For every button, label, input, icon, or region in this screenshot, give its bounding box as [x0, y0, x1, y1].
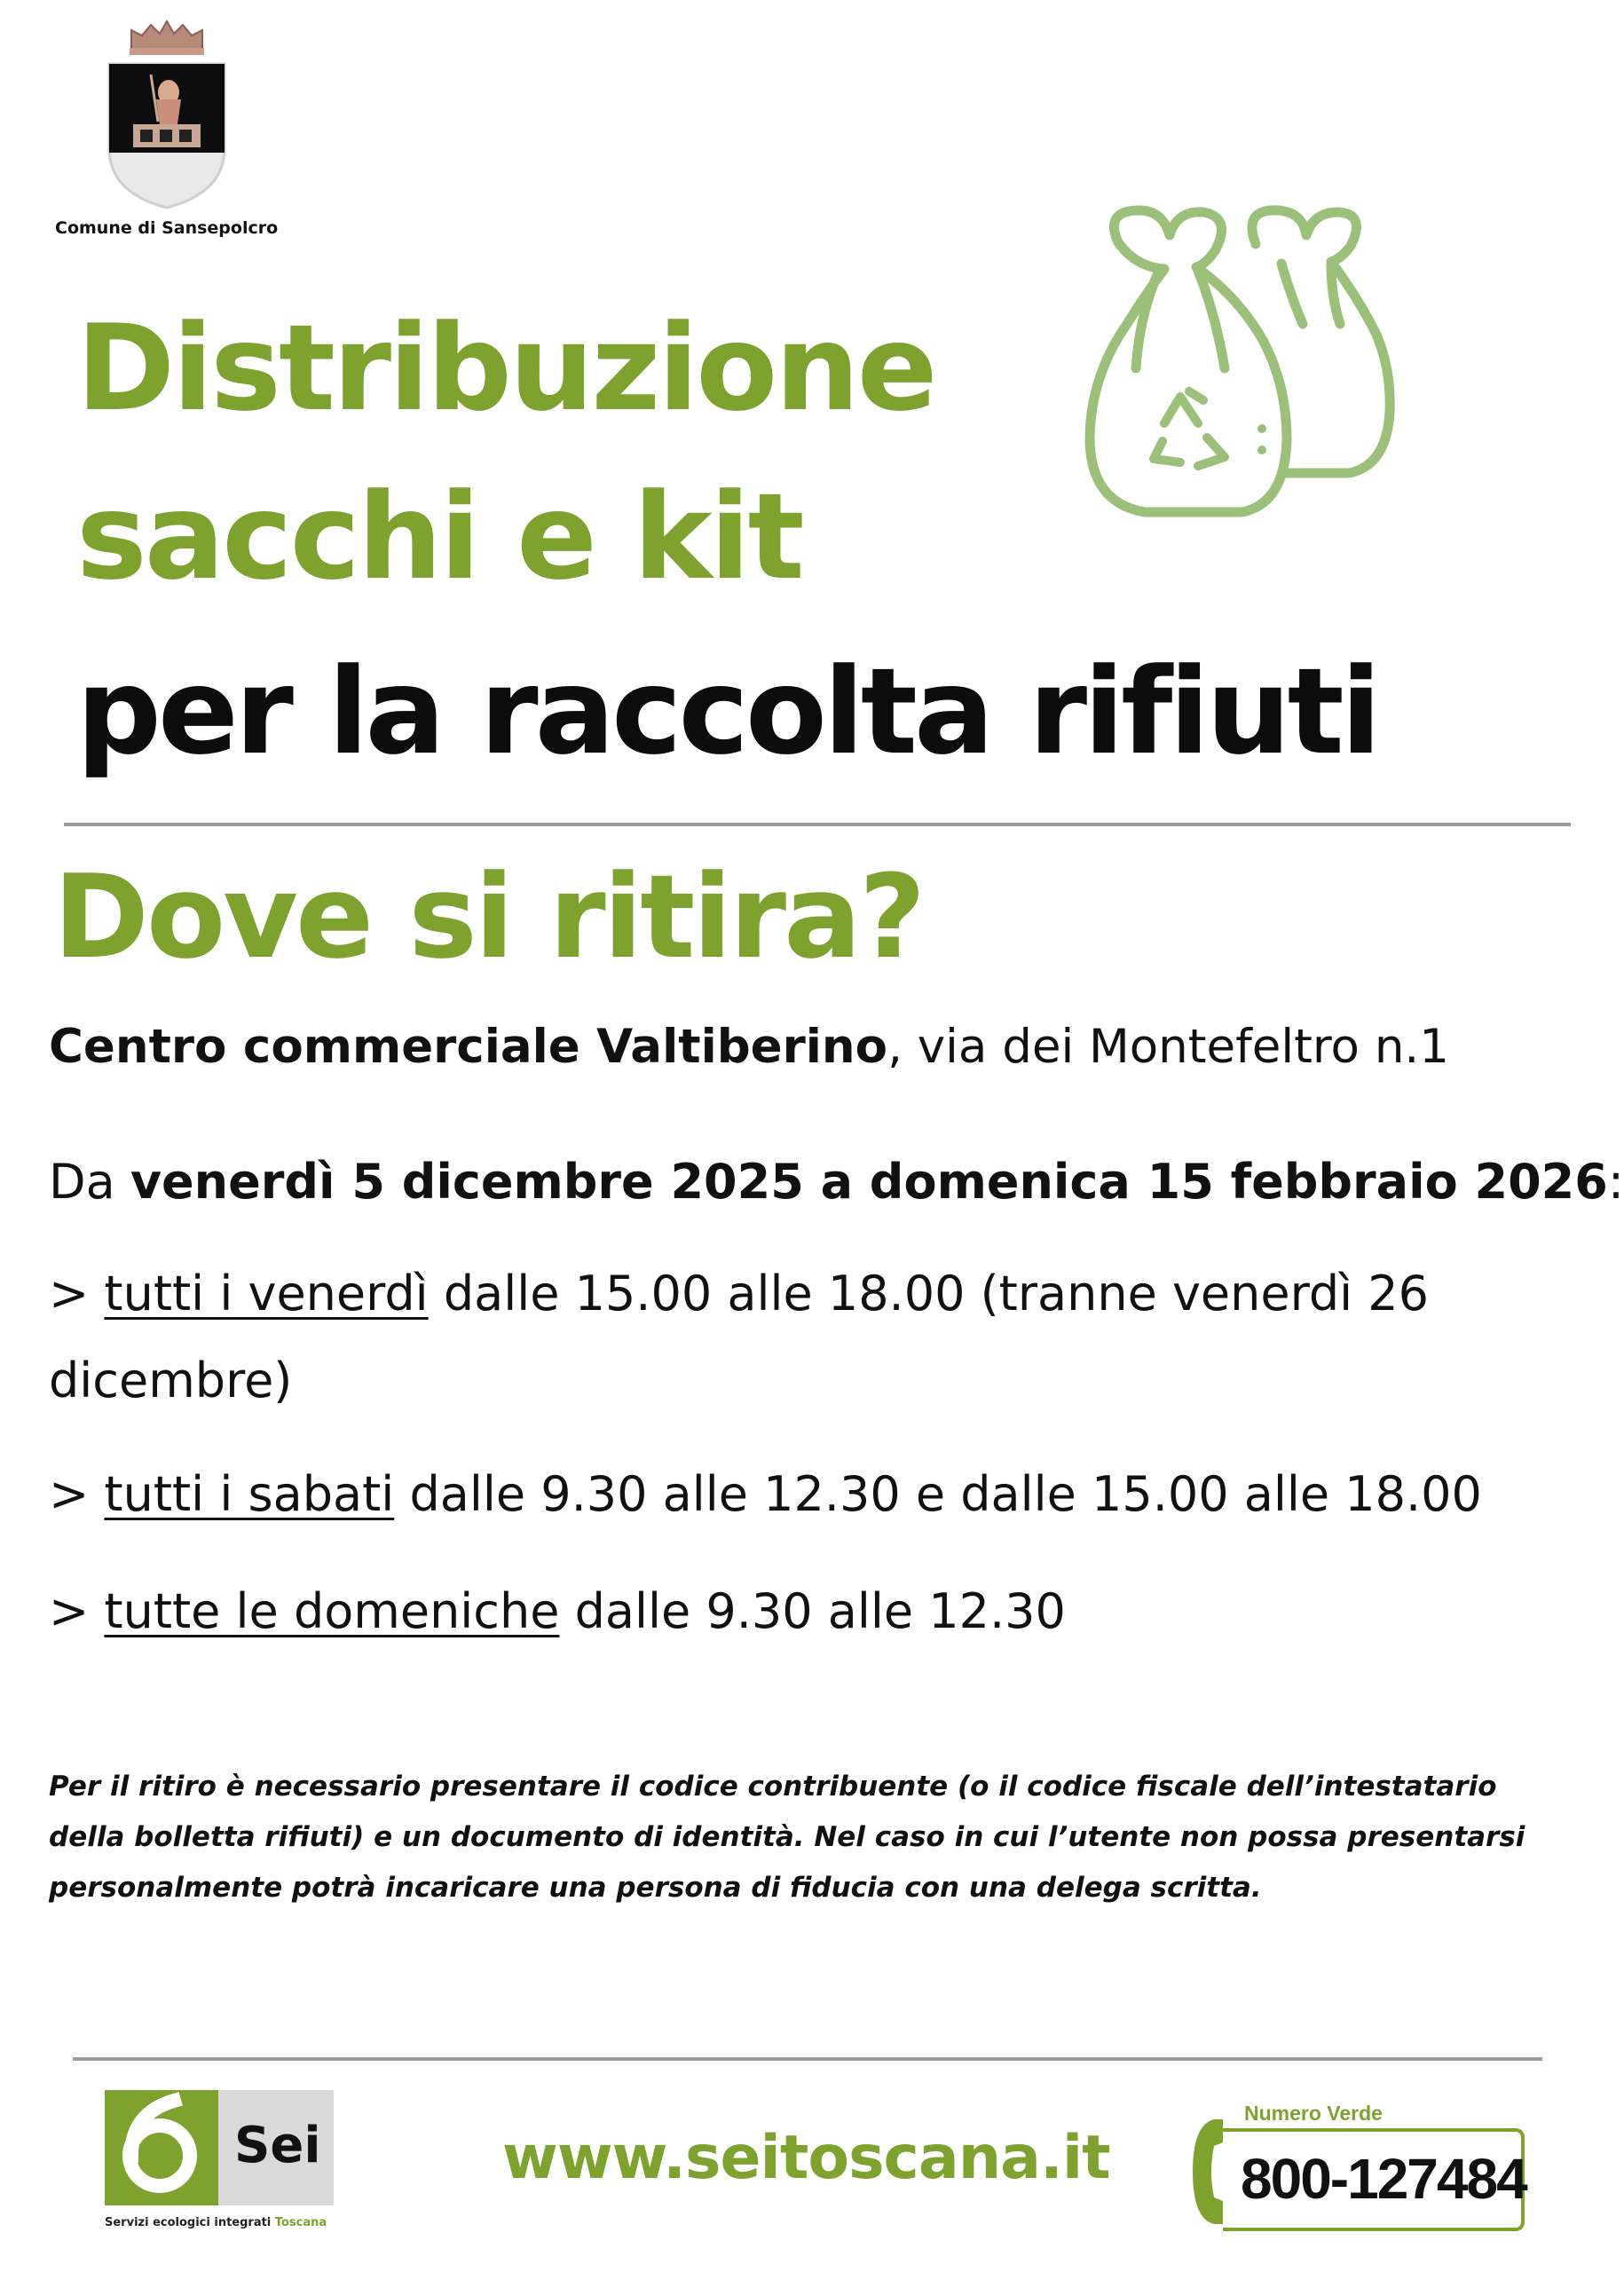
schedule-item-fridays [49, 1266, 1429, 1323]
toll-free-number [1187, 2100, 1533, 2233]
pickup-note: Per il ritiro è necessario presentare il codice contribuente (o il codice fiscale dell’intestatario della bolletta rifiuti) e un documento di identità. Nel caso in cui l’utente non possa presentarsi personalmente potrà incaricare una persona di fiducia con una delega scritta. [49, 1771, 1525, 1904]
sei-logo-name-box [218, 2090, 334, 2205]
phone-label: Numero Verde [1244, 2102, 1383, 2125]
schedule-marker: > [49, 1583, 105, 1639]
title-line-3: per la raccolta rifiuti [76, 643, 1378, 781]
period-line [49, 1154, 1624, 1211]
phone-handset-icon [1187, 2112, 1232, 2231]
sei-logo-mark [105, 2090, 218, 2205]
schedule-day: tutti i sabati [104, 1466, 395, 1522]
location-place: Centro commerciale Valtiberino [49, 1020, 888, 1074]
website-link[interactable]: www.seitoscana.it [502, 2123, 1110, 2193]
schedule-day: tutte le domeniche [104, 1583, 560, 1639]
period-suffix: : [1607, 1154, 1624, 1210]
schedule-marker: > [49, 1466, 105, 1522]
sei-caption-main: Servizi ecologici integrati [105, 2216, 275, 2229]
divider-bottom [73, 2057, 1542, 2061]
where-heading: Dove si ritira? [53, 849, 924, 984]
title-line-1: Distribuzione [76, 299, 935, 438]
title-line-2: sacchi e kit [76, 468, 802, 606]
schedule-hours: dalle 9.30 alle 12.30 e dalle 15.00 alle 18.00 [394, 1466, 1482, 1522]
schedule-hours: dalle 15.00 alle 18.00 (tranne venerdì 26 [428, 1266, 1430, 1321]
sei-caption-accent: Toscana [274, 2216, 327, 2229]
sei-logo [105, 2090, 334, 2248]
period-prefix: Da [49, 1154, 130, 1210]
schedule-item-sundays [49, 1583, 1066, 1641]
comune-name: Comune di Sansepolcro [55, 218, 279, 238]
recycle-bags-icon [1065, 191, 1420, 537]
sei-logo-caption [105, 2216, 327, 2229]
period-range: venerdì 5 dicembre 2025 a domenica 15 febbraio 2026 [130, 1154, 1608, 1210]
location-line [49, 1019, 1449, 1076]
schedule-item-fridays-continuation: dicembre) [49, 1353, 293, 1408]
comune-crest-icon [105, 20, 229, 210]
sei-logo-name: Sei [234, 2117, 321, 2174]
phone-number: 800-127484 [1241, 2147, 1526, 2211]
location-address: , via dei Montefeltro n.1 [887, 1020, 1449, 1074]
six-logo-icon [105, 2090, 218, 2205]
divider-top [64, 823, 1571, 826]
schedule-hours: dalle 9.30 alle 12.30 [559, 1583, 1066, 1639]
schedule-item-saturdays [49, 1466, 1482, 1524]
schedule-marker: > [49, 1266, 105, 1321]
schedule-day: tutti i venerdì [104, 1266, 429, 1321]
